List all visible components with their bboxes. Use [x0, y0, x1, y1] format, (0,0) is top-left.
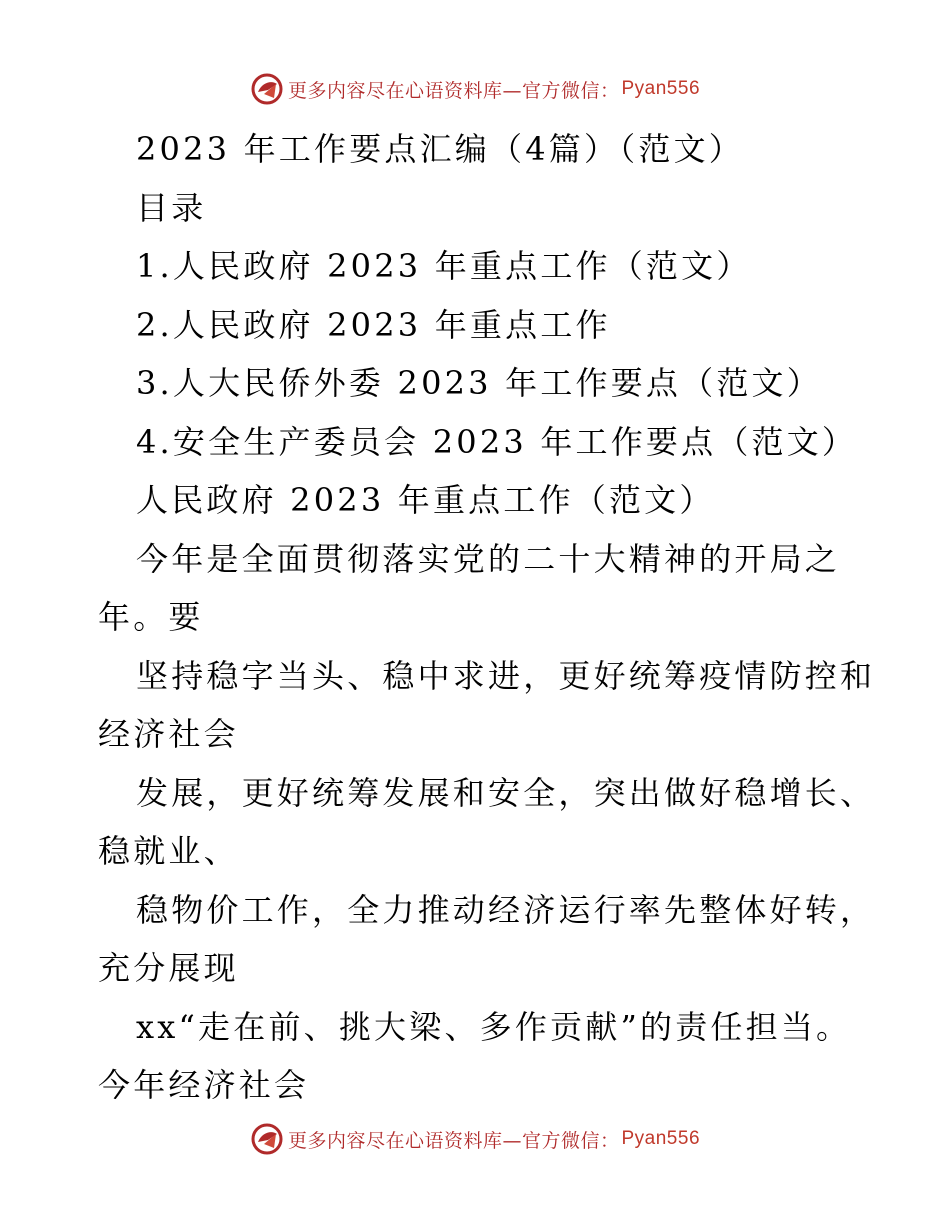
watermark-wechat-id: Pyan556 — [621, 1128, 701, 1149]
paragraph-line: 稳就业、 — [98, 832, 239, 870]
paragraph-line: 坚持稳字当头、稳中求进，更好统筹疫情防控和 — [136, 656, 876, 695]
watermark-text: 更多内容尽在心语资料库—官方微信： — [287, 79, 620, 102]
paragraph-line: 今年是全面贯彻落实党的二十大精神的开局之 — [136, 539, 841, 578]
paragraph-line: xx“走在前、挑大梁、多作贡献”的责任担当。 — [136, 1007, 852, 1046]
paragraph-line: 今年经济社会 — [98, 1066, 310, 1104]
paragraph-line: 发展，更好统筹发展和安全，突出做好稳增长、 — [136, 773, 876, 812]
toc-heading: 目录 — [136, 188, 207, 227]
brand-logo-icon — [250, 1122, 284, 1156]
paragraph-line: 充分展现 — [98, 949, 239, 987]
paragraph-line: 年。要 — [98, 598, 204, 636]
section-heading: 人民政府 2023 年重点工作（范文） — [136, 481, 715, 519]
brand-logo-icon — [250, 72, 284, 106]
toc-item-4: 4.安全生产委员会 2023 年工作要点（范文） — [136, 422, 858, 461]
paragraph-line: 稳物价工作，全力推动经济运行率先整体好转， — [136, 890, 876, 929]
toc-item-1: 1.人民政府 2023 年重点工作（范文） — [136, 247, 752, 285]
toc-item-2: 2.人民政府 2023 年重点工作 — [136, 305, 611, 344]
document-title: 2023 年工作要点汇编（4篇）（范文） — [136, 130, 744, 168]
watermark-text: 更多内容尽在心语资料库—官方微信： — [287, 1129, 620, 1152]
watermark-wechat-id: Pyan556 — [621, 78, 701, 99]
header-watermark — [0, 72, 950, 106]
paragraph-line: 经济社会 — [98, 715, 239, 753]
toc-item-3: 3.人大民侨外委 2023 年工作要点（范文） — [136, 364, 822, 402]
footer-watermark — [0, 1122, 950, 1156]
document-body — [98, 120, 876, 1115]
